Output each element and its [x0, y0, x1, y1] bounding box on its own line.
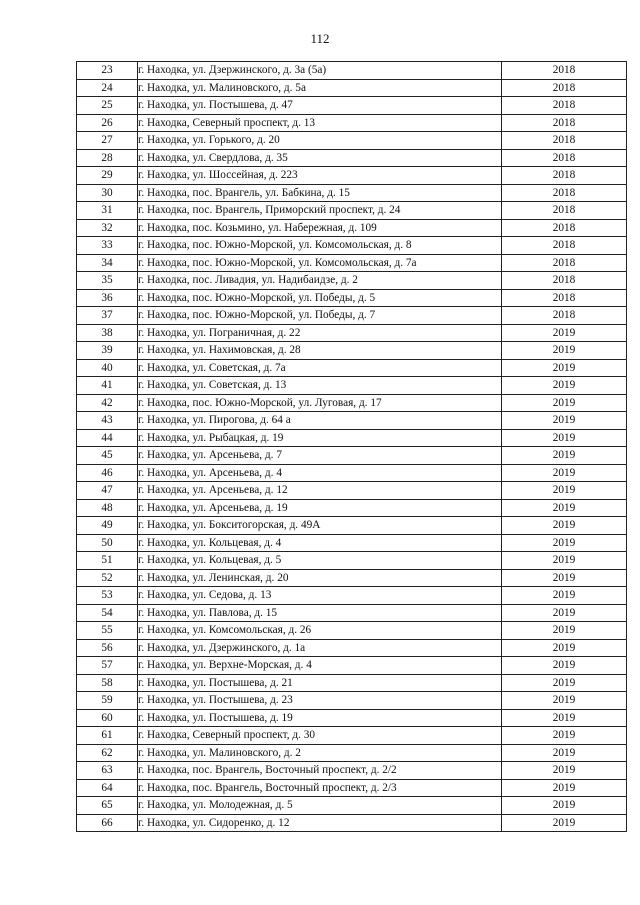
table-row	[77, 797, 627, 815]
address-cell: г. Находка, ул. Кольцевая, д. 4	[138, 534, 502, 552]
table-row	[77, 272, 627, 290]
address-cell: г. Находка, пос. Южно-Морской, ул. Комсомольская, д. 7а	[138, 254, 502, 272]
row-number-cell: 54	[77, 604, 138, 622]
address-cell: г. Находка, ул. Малиновского, д. 2	[138, 744, 502, 762]
row-number-cell: 39	[77, 342, 138, 360]
address-cell: г. Находка, пос. Козьмино, ул. Набережная, д. 109	[138, 219, 502, 237]
address-cell: г. Находка, пос. Врангель, Восточный проспект, д. 2/3	[138, 779, 502, 797]
row-number-cell: 49	[77, 517, 138, 535]
table-row	[77, 569, 627, 587]
address-cell: г. Находка, ул. Арсеньева, д. 19	[138, 499, 502, 517]
address-cell: г. Находка, пос. Врангель, Восточный проспект, д. 2/2	[138, 762, 502, 780]
row-number-cell: 23	[77, 62, 138, 80]
year-cell: 2019	[502, 342, 627, 360]
table-row	[77, 639, 627, 657]
year-cell: 2019	[502, 744, 627, 762]
row-number-cell: 43	[77, 412, 138, 430]
year-cell: 2018	[502, 79, 627, 97]
address-cell: г. Находка, ул. Седова, д. 13	[138, 587, 502, 605]
year-cell: 2019	[502, 377, 627, 395]
row-number-cell: 65	[77, 797, 138, 815]
address-cell: г. Находка, ул. Ленинская, д. 20	[138, 569, 502, 587]
address-cell: г. Находка, пос. Южно-Морской, ул. Победы, д. 5	[138, 289, 502, 307]
row-number-cell: 26	[77, 114, 138, 132]
row-number-cell: 53	[77, 587, 138, 605]
table-row	[77, 377, 627, 395]
year-cell: 2019	[502, 534, 627, 552]
row-number-cell: 30	[77, 184, 138, 202]
page-number: 112	[310, 31, 330, 46]
table-row	[77, 499, 627, 517]
table-row	[77, 534, 627, 552]
year-cell: 2019	[502, 464, 627, 482]
address-cell: г. Находка, пос. Южно-Морской, ул. Победы, д. 7	[138, 307, 502, 325]
address-cell: г. Находка, ул. Советская, д. 7а	[138, 359, 502, 377]
year-cell: 2018	[502, 167, 627, 185]
year-cell: 2018	[502, 219, 627, 237]
year-cell: 2019	[502, 429, 627, 447]
year-cell: 2019	[502, 552, 627, 570]
table-row	[77, 779, 627, 797]
year-cell: 2019	[502, 814, 627, 832]
address-cell: г. Находка, ул. Дзержинского, д. 1а	[138, 639, 502, 657]
year-cell: 2019	[502, 674, 627, 692]
row-number-cell: 27	[77, 132, 138, 150]
year-cell: 2018	[502, 202, 627, 220]
address-cell: г. Находка, ул. Постышева, д. 47	[138, 97, 502, 115]
table-row	[77, 97, 627, 115]
year-cell: 2018	[502, 307, 627, 325]
address-cell: г. Находка, ул. Нахимовская, д. 28	[138, 342, 502, 360]
row-number-cell: 35	[77, 272, 138, 290]
row-number-cell: 36	[77, 289, 138, 307]
address-cell: г. Находка, ул. Арсеньева, д. 4	[138, 464, 502, 482]
row-number-cell: 31	[77, 202, 138, 220]
year-cell: 2018	[502, 272, 627, 290]
year-cell: 2018	[502, 149, 627, 167]
row-number-cell: 37	[77, 307, 138, 325]
year-cell: 2019	[502, 517, 627, 535]
table-row	[77, 394, 627, 412]
table-row	[77, 727, 627, 745]
address-cell: г. Находка, ул. Постышева, д. 21	[138, 674, 502, 692]
table-row	[77, 709, 627, 727]
row-number-cell: 48	[77, 499, 138, 517]
table-row	[77, 622, 627, 640]
row-number-cell: 59	[77, 692, 138, 710]
table-row	[77, 429, 627, 447]
year-cell: 2019	[502, 447, 627, 465]
row-number-cell: 58	[77, 674, 138, 692]
row-number-cell: 32	[77, 219, 138, 237]
row-number-cell: 33	[77, 237, 138, 255]
address-cell: г. Находка, ул. Советская, д. 13	[138, 377, 502, 395]
year-cell: 2019	[502, 412, 627, 430]
table-row	[77, 342, 627, 360]
address-cell: г. Находка, ул. Рыбацкая, д. 19	[138, 429, 502, 447]
address-cell: г. Находка, ул. Павлова, д. 15	[138, 604, 502, 622]
year-cell: 2018	[502, 184, 627, 202]
row-number-cell: 51	[77, 552, 138, 570]
table-row	[77, 202, 627, 220]
address-cell: г. Находка, ул. Бокситогорская, д. 49А	[138, 517, 502, 535]
table-row	[77, 587, 627, 605]
year-cell: 2019	[502, 587, 627, 605]
year-cell: 2019	[502, 622, 627, 640]
table-row	[77, 289, 627, 307]
table-row	[77, 79, 627, 97]
table-row	[77, 114, 627, 132]
row-number-cell: 24	[77, 79, 138, 97]
address-cell: г. Находка, ул. Кольцевая, д. 5	[138, 552, 502, 570]
table-row	[77, 482, 627, 500]
table-row	[77, 744, 627, 762]
row-number-cell: 50	[77, 534, 138, 552]
address-cell: г. Находка, пос. Южно-Морской, ул. Комсомольская, д. 8	[138, 237, 502, 255]
year-cell: 2019	[502, 779, 627, 797]
address-cell: г. Находка, ул. Комсомольская, д. 26	[138, 622, 502, 640]
year-cell: 2019	[502, 604, 627, 622]
table-row	[77, 237, 627, 255]
year-cell: 2018	[502, 254, 627, 272]
row-number-cell: 62	[77, 744, 138, 762]
row-number-cell: 61	[77, 727, 138, 745]
row-number-cell: 44	[77, 429, 138, 447]
row-number-cell: 46	[77, 464, 138, 482]
table-row	[77, 692, 627, 710]
year-cell: 2019	[502, 762, 627, 780]
address-cell: г. Находка, ул. Свердлова, д. 35	[138, 149, 502, 167]
address-cell: г. Находка, ул. Верхне-Морская, д. 4	[138, 657, 502, 675]
row-number-cell: 57	[77, 657, 138, 675]
row-number-cell: 25	[77, 97, 138, 115]
row-number-cell: 55	[77, 622, 138, 640]
row-number-cell: 38	[77, 324, 138, 342]
address-cell: г. Находка, ул. Арсеньева, д. 12	[138, 482, 502, 500]
table-row	[77, 149, 627, 167]
address-cell: г. Находка, пос. Ливадия, ул. Надибаидзе, д. 2	[138, 272, 502, 290]
address-cell: г. Находка, ул. Арсеньева, д. 7	[138, 447, 502, 465]
row-number-cell: 52	[77, 569, 138, 587]
table-row	[77, 307, 627, 325]
address-cell: г. Находка, ул. Молодежная, д. 5	[138, 797, 502, 815]
table-row	[77, 412, 627, 430]
table-row	[77, 324, 627, 342]
address-cell: г. Находка, ул. Сидоренко, д. 12	[138, 814, 502, 832]
address-table	[76, 61, 627, 832]
address-cell: г. Находка, ул. Постышева, д. 23	[138, 692, 502, 710]
table-row	[77, 464, 627, 482]
year-cell: 2018	[502, 97, 627, 115]
year-cell: 2019	[502, 727, 627, 745]
address-cell: г. Находка, ул. Горького, д. 20	[138, 132, 502, 150]
table-row	[77, 674, 627, 692]
table-row	[77, 359, 627, 377]
year-cell: 2019	[502, 394, 627, 412]
year-cell: 2019	[502, 359, 627, 377]
row-number-cell: 28	[77, 149, 138, 167]
year-cell: 2019	[502, 499, 627, 517]
year-cell: 2019	[502, 797, 627, 815]
table-row	[77, 167, 627, 185]
table-row	[77, 552, 627, 570]
table-row	[77, 657, 627, 675]
year-cell: 2019	[502, 692, 627, 710]
address-cell: г. Находка, ул. Дзержинского, д. 3а (5а)	[138, 62, 502, 80]
year-cell: 2019	[502, 569, 627, 587]
year-cell: 2019	[502, 482, 627, 500]
row-number-cell: 34	[77, 254, 138, 272]
row-number-cell: 63	[77, 762, 138, 780]
year-cell: 2018	[502, 289, 627, 307]
year-cell: 2019	[502, 324, 627, 342]
table-row	[77, 219, 627, 237]
row-number-cell: 40	[77, 359, 138, 377]
table-row	[77, 447, 627, 465]
table-body	[77, 62, 627, 832]
address-cell: г. Находка, пос. Врангель, ул. Бабкина, д. 15	[138, 184, 502, 202]
table-row	[77, 62, 627, 80]
year-cell: 2019	[502, 657, 627, 675]
address-cell: г. Находка, ул. Постышева, д. 19	[138, 709, 502, 727]
address-cell: г. Находка, пос. Южно-Морской, ул. Луговая, д. 17	[138, 394, 502, 412]
address-cell: г. Находка, ул. Шоссейная, д. 223	[138, 167, 502, 185]
address-cell: г. Находка, Северный проспект, д. 30	[138, 727, 502, 745]
address-cell: г. Находка, пос. Врангель, Приморский проспект, д. 24	[138, 202, 502, 220]
year-cell: 2018	[502, 237, 627, 255]
year-cell: 2018	[502, 132, 627, 150]
row-number-cell: 66	[77, 814, 138, 832]
row-number-cell: 41	[77, 377, 138, 395]
address-cell: г. Находка, ул. Малиновского, д. 5а	[138, 79, 502, 97]
row-number-cell: 60	[77, 709, 138, 727]
table-row	[77, 184, 627, 202]
row-number-cell: 29	[77, 167, 138, 185]
table-row	[77, 254, 627, 272]
year-cell: 2018	[502, 62, 627, 80]
table-row	[77, 132, 627, 150]
row-number-cell: 47	[77, 482, 138, 500]
table-row	[77, 762, 627, 780]
address-cell: г. Находка, ул. Пограничная, д. 22	[138, 324, 502, 342]
row-number-cell: 56	[77, 639, 138, 657]
year-cell: 2019	[502, 639, 627, 657]
year-cell: 2019	[502, 709, 627, 727]
year-cell: 2018	[502, 114, 627, 132]
row-number-cell: 45	[77, 447, 138, 465]
table-row	[77, 604, 627, 622]
table-row	[77, 814, 627, 832]
address-cell: г. Находка, Северный проспект, д. 13	[138, 114, 502, 132]
address-cell: г. Находка, ул. Пирогова, д. 64 а	[138, 412, 502, 430]
row-number-cell: 42	[77, 394, 138, 412]
table-row	[77, 517, 627, 535]
row-number-cell: 64	[77, 779, 138, 797]
